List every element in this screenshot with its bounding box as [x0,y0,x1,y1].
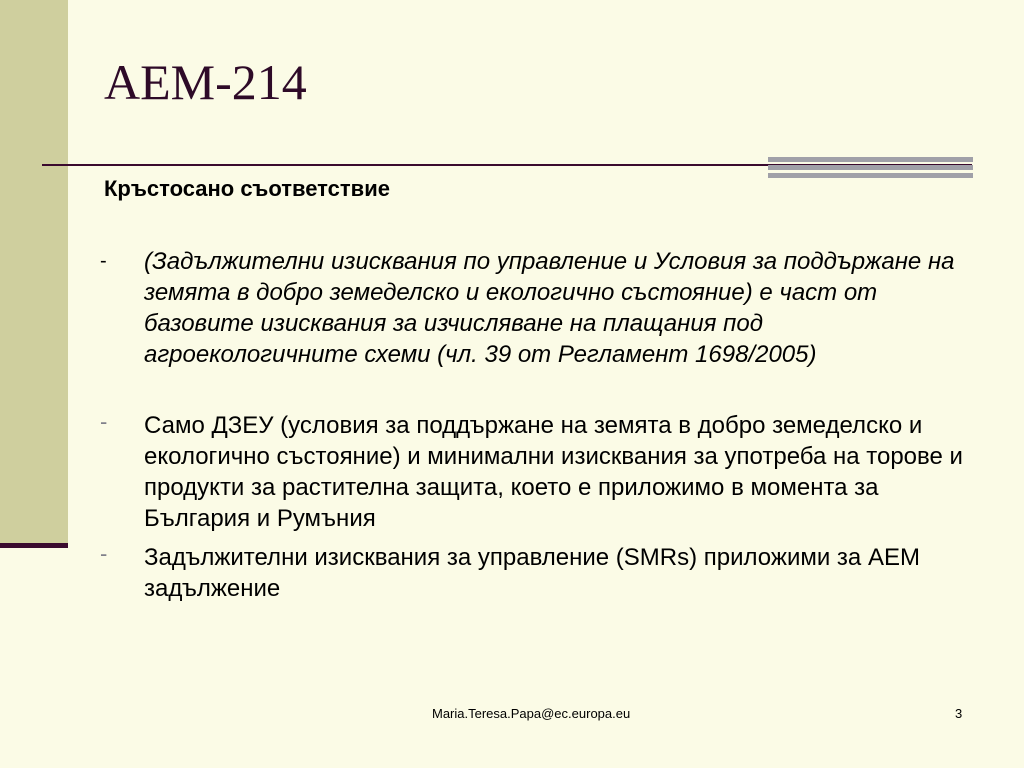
bullet-item-gaec [100,410,980,534]
bullet-text: (Задължителни изисквания по управление и Условия за поддържане на земята в добро земеделско и екологично състояние) е част от базовите изисквания за изчисляване на плащания под агроекологичните схеми (чл. 39 от Регламент 1698/2005) [144,248,955,368]
decorative-accent-bands [768,157,973,179]
bullet-item-smrs [100,542,980,604]
slide-title: АЕМ-214 [104,54,307,110]
bullet-marker: - [100,541,108,566]
footer-email: Maria.Teresa.Papa@ec.europa.eu [432,706,631,721]
bullet-list [100,246,980,604]
bullet-marker: - [100,409,108,434]
page-number: 3 [955,706,963,721]
slide-subtitle: Кръстосано съответствие [104,176,390,201]
bullet-text: Само ДЗЕУ (условия за поддържане на земята в добро земеделско и екологично състояние) и минимални изисквания за употреба на торове и продукти за растителна защита, което е приложимо в момента за България и Румъния [144,412,963,532]
bullet-item-cross-compliance [100,246,980,370]
bullet-text: Задължителни изисквания за управление (SMRs) приложими за АЕМ задължение [144,544,920,602]
side-accent-line [0,543,68,548]
side-accent-bar [0,0,68,546]
bullet-marker: - [100,250,107,272]
